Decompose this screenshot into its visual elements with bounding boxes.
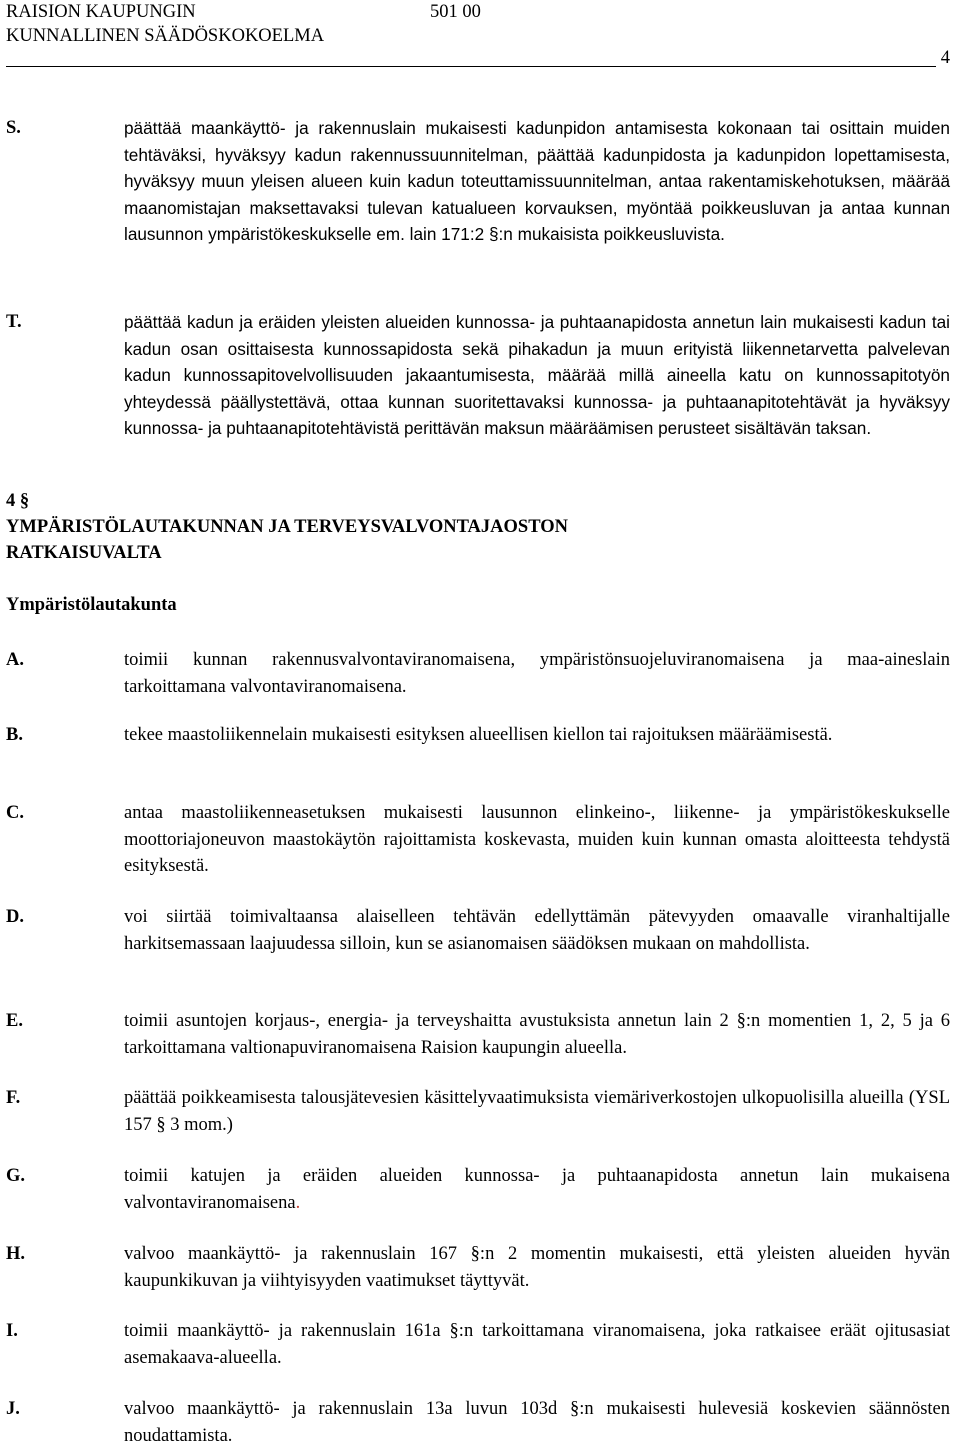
item-text-main: toimii katujen ja eräiden alueiden kunnossa- ja puhtaanapidosta annetun lain mukaisena valvontaviranomaisena (124, 1166, 950, 1213)
item-letter: B. (6, 725, 23, 745)
item-text: valvoo maankäyttö- ja rakennuslain 13a luvun 103d §:n mukaisesti hulevesiä koskevien säännösten noudattamista. (124, 1399, 950, 1446)
item-letter: G. (6, 1166, 26, 1186)
entry-letter: S. (6, 118, 21, 138)
item-text: tekee maastoliikennelain mukaisesti esityksen alueellisen kiellon tai rajoituksen määräämisestä. (124, 725, 833, 745)
entry-text: päättää maankäyttö- ja rakennuslain mukaisesti kadunpidon antamisesta kokonaan tai osittain muiden tehtäväksi, hyväksyy kadun rakennussuunnitelman, päättää kadunpidosta ja kadunpidon lopettamisesta, hyväksyy muun yleisen alueen kuin kadun toteuttamissuunnitelman, antaa rakentamiskehotuksen, määrää maanomistajan maksettavaksi tulevan katualueen korvauksen, myöntää poikkeusluvan ja antaa kunnan lausunnon ympäristökeskukselle em. lain 171:2 §:n mukaisista poikkeusluvista. (124, 118, 950, 244)
item-e (6, 1008, 950, 1061)
header-line-1 (6, 0, 950, 24)
item-b (6, 722, 950, 749)
header-code: 501 00 (430, 2, 481, 22)
header-rule (6, 66, 936, 67)
header-rule-row (6, 46, 950, 70)
item-letter: C. (6, 803, 24, 823)
item-letter: H. (6, 1244, 26, 1264)
entry-s (6, 115, 950, 248)
header-organization: RAISION KAUPUNGIN (6, 2, 196, 22)
item-letter: J. (6, 1399, 20, 1419)
item-i (6, 1318, 950, 1371)
section-subtitle: Ympäristölautakunta (6, 595, 177, 615)
item-f (6, 1085, 950, 1138)
section-title-line-2: RATKAISUVALTA (6, 543, 162, 563)
item-c (6, 800, 950, 880)
item-text-suffix: . (295, 1192, 301, 1213)
item-text: toimii asuntojen korjaus-, energia- ja terveyshaitta avustuksista annetun lain 2 §:n momentien 1, 2, 5 ja 6 tarkoittamana valtionapuviranomaisena Raision kaupungin alueella. (124, 1011, 950, 1058)
item-text: päättää poikkeamisesta talousjätevesien käsittelyvaatimuksista viemäriverkostojen ulkopuolisilla alueilla (YSL 157 § 3 mom.) (124, 1088, 950, 1135)
page-number: 4 (940, 48, 950, 68)
header-title: KUNNALLINEN SÄÄDÖSKOKOELMA (6, 26, 325, 46)
item-h (6, 1241, 950, 1294)
item-d (6, 904, 950, 957)
item-letter: E. (6, 1011, 23, 1031)
entry-t (6, 309, 950, 442)
section-title-line-1: YMPÄRISTÖLAUTAKUNNAN JA TERVEYSVALVONTAJAOSTON (6, 517, 568, 537)
item-text: toimii maankäyttö- ja rakennuslain 161a §:n tarkoittamana viranomaisena, joka ratkaisee eräät ojitusasiat asemakaava-alueella. (124, 1321, 950, 1368)
item-letter: F. (6, 1088, 21, 1108)
item-text: toimii kunnan rakennusvalvontaviranomaisena, ympäristönsuojeluviranomaisena ja maa-aineslain tarkoittamana valvontaviranomaisena. (124, 650, 950, 697)
document-header (6, 0, 950, 48)
entry-text: päättää kadun ja eräiden yleisten alueiden kunnossa- ja puhtaanapidosta annetun lain mukaisesti kadun tai kadun osan osittaisesta kunnossapidosta sekä pihakadun ja muun erityistä liikennetarvetta palvelevan kadun kunnossapitovelvollisuuden jakaantumisesta, määrää millä aineella katu on kunnossapitotyön yhteydessä päällystettävä, ottaa kunnan suoritettavaksi kunnossa- ja puhtaanapitotehtävät ja hyväksyy kunnossa- ja puhtaanapitotehtävistä perittävän maksun määräämisen perusteet sisältävän taksan. (124, 312, 950, 438)
item-g (6, 1163, 950, 1216)
entry-letter: T. (6, 312, 22, 332)
item-text: valvoo maankäyttö- ja rakennuslain 167 §:n 2 momentin mukaisesti, että yleisten alueiden hyvän kaupunkikuvan ja viihtyisyyden vaatimukset täyttyvät. (124, 1244, 950, 1291)
item-j (6, 1396, 950, 1449)
item-text: antaa maastoliikenneasetuksen mukaisesti lausunnon elinkeino-, liikenne- ja ympäristökeskukselle moottoriajoneuvon maastokäytön rajoittamista koskevasta, muiden kuin kunnan omasta aloitteesta tehdystä esityksestä. (124, 803, 950, 876)
section-number: 4 § (6, 491, 30, 511)
item-letter: A. (6, 650, 24, 670)
item-a (6, 647, 950, 700)
item-text (124, 1163, 950, 1216)
item-letter: D. (6, 907, 24, 927)
header-line-2 (6, 24, 950, 48)
item-letter: I. (6, 1321, 18, 1341)
item-text: voi siirtää toimivaltaansa alaiselleen tehtävän edellyttämän pätevyyden omaavalle viranhaltijalle harkitsemassaan laajuudessa silloin, kun se asianomaisen säädöksen mukaan on mahdollista. (124, 907, 950, 954)
